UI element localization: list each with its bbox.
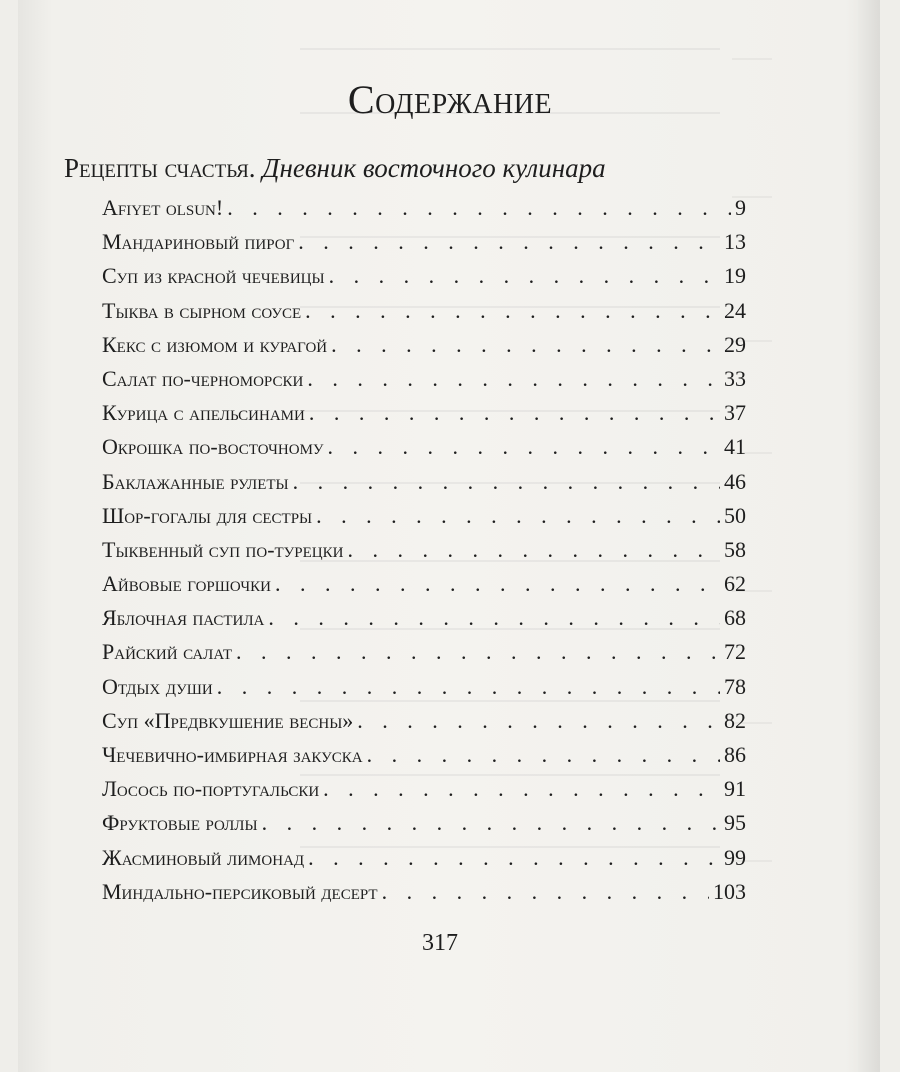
table-of-contents [102,191,746,909]
toc-entry-page: 95 [724,810,746,836]
toc-entry [102,875,746,909]
toc-entry [102,294,746,328]
toc-entry [102,499,746,533]
leader-dots [236,635,720,669]
toc-entry-page: 13 [724,229,746,255]
section-title: Рецепты счастья. [64,153,256,183]
toc-entry-title: Тыквенный суп по-турецки [102,536,344,562]
leader-dots [367,738,720,772]
leader-dots [382,875,709,909]
toc-entry-title: Миндально-персиковый десерт [102,878,378,904]
toc-entry-title: Курица с апельсинами [102,400,305,426]
leader-dots [347,533,720,567]
leader-dots [323,772,720,806]
leader-dots [298,225,720,259]
toc-entry-page: 78 [724,673,746,699]
page-number: 317 [422,930,458,956]
leader-dots [305,294,720,328]
toc-entry [102,601,746,635]
toc-entry-title: Райский салат [102,639,233,665]
leader-dots [328,430,720,464]
leader-dots [293,465,720,499]
toc-entry-page: 50 [724,502,746,528]
toc-entry [102,841,746,875]
toc-entry-title: Баклажанные рулеты [102,468,289,494]
leader-dots [275,567,720,601]
toc-entry-title: Шор-гогалы для сестры [102,502,313,528]
toc-entry-title: Отдых души [102,673,213,699]
toc-entry-title: Мандариновый пирог [102,229,295,255]
toc-entry-page: 41 [724,434,746,460]
toc-entry-title: Яблочная пастила [102,605,265,631]
toc-entry-page: 29 [724,331,746,357]
leader-dots [308,841,720,875]
page-spine-shadow [858,0,880,1072]
toc-entry [102,635,746,669]
toc-entry [102,396,746,430]
toc-entry-title: Кекс с изюмом и курагой [102,331,328,357]
leader-dots [227,191,731,225]
leader-dots [331,328,720,362]
toc-entry-title: Тыква в сырном соусе [102,297,302,323]
leader-dots [262,806,720,840]
toc-entry-page: 37 [724,400,746,426]
leader-dots [316,499,720,533]
section-subtitle: Дневник восточного кулинара [262,153,606,183]
toc-entry [102,328,746,362]
toc-entry-page: 82 [724,707,746,733]
toc-entry [102,670,746,704]
toc-entry [102,738,746,772]
toc-entry-page: 19 [724,263,746,289]
toc-entry-title: Окрошка по-восточному [102,434,324,460]
toc-entry [102,567,746,601]
toc-entry-page: 62 [724,571,746,597]
toc-entry-page: 99 [724,844,746,870]
toc-entry [102,362,746,396]
toc-entry-title: Суп из красной чечевицы [102,263,325,289]
toc-entry-title: Фруктовые роллы [102,810,258,836]
toc-entry [102,225,746,259]
toc-entry-title: Айвовые горшочки [102,571,271,597]
toc-entry [102,430,746,464]
toc-entry-title: Лосось по-португальски [102,776,320,802]
toc-entry-title: Суп «Предвкушение весны» [102,707,354,733]
toc-entry-title: Салат по-черноморски [102,365,304,391]
toc-entry-page: 103 [713,878,746,904]
toc-entry-page: 86 [724,742,746,767]
page-title: Содержание [347,77,553,122]
toc-entry-page: 24 [724,297,746,323]
toc-entry [102,772,746,806]
toc-entry [102,259,746,293]
leader-dots [268,601,720,635]
leader-dots [307,362,720,396]
leader-dots [329,259,720,293]
toc-entry-page: 91 [724,776,746,802]
toc-entry-title: Afiyet olsun! [102,195,224,220]
toc-entry-page: 58 [724,536,746,562]
toc-entry-page: 46 [724,468,746,494]
toc-entry-title: Чечевично-имбирная закуска [102,742,363,767]
toc-entry [102,704,746,738]
toc-entry [102,465,746,499]
toc-entry [102,191,746,225]
toc-entry [102,806,746,840]
leader-dots [217,670,720,704]
toc-entry-page: 9 [735,195,746,220]
section-heading [64,150,606,186]
toc-entry-title: Жасминовый лимонад [102,844,305,870]
toc-entry [102,533,746,567]
toc-entry-page: 72 [724,639,746,665]
toc-entry-page: 68 [724,605,746,631]
leader-dots [309,396,720,430]
leader-dots [357,704,720,738]
toc-entry-page: 33 [724,365,746,391]
